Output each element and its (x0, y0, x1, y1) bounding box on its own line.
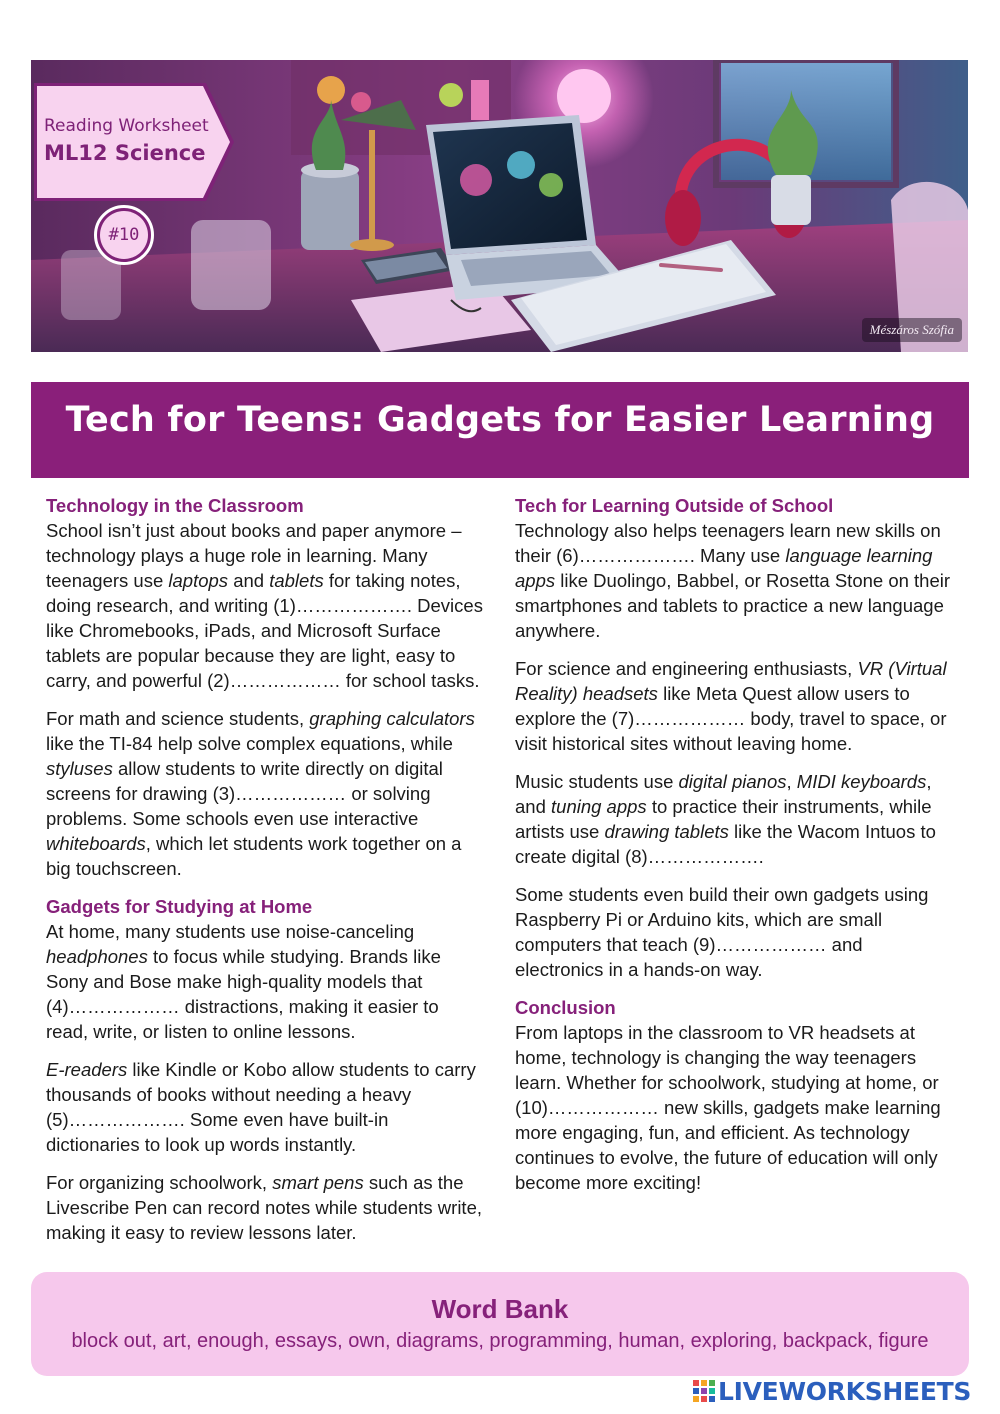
text: From laptops in the classroom to VR headsets at home, technology is changing the way teenagers learn. Whether for schoolwork, studying at home, or (10)……………… new skills, gadgets make learning more engaging, fun, and efficient. As technology continues to evolve, the future of education will only become more exciting! (515, 1022, 941, 1193)
hero-image (31, 60, 968, 352)
worksheet-number: #10 (100, 211, 148, 259)
liveworksheets-logo-icon (693, 1380, 715, 1402)
page-title: Tech for Teens: Gadgets for Easier Learning (65, 400, 935, 440)
text: For science and engineering enthusiasts, (515, 658, 858, 679)
text: such as the Livescribe Pen can record notes while students write, making it easy to review lessons later. (46, 1172, 482, 1243)
emphasis: styluses (46, 758, 113, 779)
word-bank-words: block out, art, enough, essays, own, diagrams, programming, human, exploring, backpack, figure (71, 1330, 929, 1352)
text: Music students use (515, 771, 679, 792)
badge-course: ML12 Science (44, 141, 206, 165)
emphasis: digital pianos (678, 771, 787, 792)
text: to focus while studying. Brands like Sony and Bose make high-quality models that (4)……………… distractions, making it easier to read, write, or listen to online lessons. (46, 946, 441, 1042)
section-heading-home: Gadgets for Studying at Home (46, 896, 313, 917)
section-heading-conclusion: Conclusion (515, 997, 616, 1018)
paragraph-classroom-1 (46, 518, 486, 693)
liveworksheets-logo[interactable] (693, 1377, 993, 1407)
emphasis: language learning apps (515, 545, 933, 591)
paragraph-home-1 (46, 919, 486, 1044)
text: For math and science students, (46, 708, 310, 729)
photo-credit: Mészáros Szófia (862, 318, 962, 342)
emphasis: whiteboards (46, 833, 146, 854)
text: for taking notes, doing research, and writing (1)………………. Devices like Chromebooks, iPads, and Microsoft Surface tablets are popular because they are light, easy to carry, and powerful (2)……………… for school tasks. (46, 570, 483, 691)
word-bank (31, 1272, 969, 1376)
worksheet-number-circle (94, 205, 154, 265)
worksheet-badge (34, 83, 234, 245)
left-column (46, 493, 486, 1258)
paragraph-classroom-2 (46, 706, 486, 881)
section-heading-outside-school: Tech for Learning Outside of School (515, 495, 834, 516)
text: Some students even build their own gadgets using Raspberry Pi or Arduino kits, which are small computers that teach (9)……………… and electronics in a hands-on way. (515, 884, 929, 980)
emphasis: drawing tablets (604, 821, 729, 842)
text: allow students to write directly on digital screens for drawing (3)……………… or solving problems. Some schools even use interactive (46, 758, 443, 829)
emphasis: tuning apps (551, 796, 647, 817)
title-banner (31, 382, 969, 478)
emphasis: E-readers (46, 1059, 128, 1080)
paragraph-outside-4 (515, 882, 955, 982)
text: , which let students work together on a big touchscreen. (46, 833, 462, 879)
text: School isn’t just about books and paper anymore – technology plays a huge role in learning. Many teenagers use (46, 520, 462, 591)
paragraph-conclusion (515, 1020, 955, 1195)
paragraph-outside-1 (515, 518, 955, 643)
emphasis: VR (Virtual Reality) headsets (515, 658, 947, 704)
emphasis: smart pens (272, 1172, 364, 1193)
badge-subtitle: Reading Worksheet (44, 116, 209, 136)
paragraph-home-2 (46, 1057, 486, 1157)
word-bank-title: Word Bank (431, 1294, 569, 1324)
paragraph-outside-2 (515, 656, 955, 756)
text: like Duolingo, Babbel, or Rosetta Stone on their smartphones and tablets to practice a new language anywhere. (515, 570, 951, 641)
right-column (515, 493, 955, 1208)
text: Technology also helps teenagers learn new skills on their (6)………………. Many use (515, 520, 941, 566)
emphasis: headphones (46, 946, 148, 967)
text: like the TI-84 help solve complex equations, while (46, 733, 453, 754)
text: For organizing schoolwork, (46, 1172, 273, 1193)
text: like the Wacom Intuos to create digital (8)………………. (515, 821, 936, 867)
text: and (228, 570, 270, 591)
paragraph-outside-3 (515, 769, 955, 869)
emphasis: MIDI keyboards (796, 771, 927, 792)
text: At home, many students use noise-canceling (46, 921, 415, 942)
text: , (786, 771, 797, 792)
emphasis: laptops (168, 570, 229, 591)
text: to practice their instruments, while artists use (515, 796, 932, 842)
section-heading-classroom: Technology in the Classroom (46, 495, 304, 516)
paragraph-home-3 (46, 1170, 486, 1245)
text: like Kindle or Kobo allow students to carry thousands of books without needing a heavy (5)………………. Some even have built-in dictionaries to look up words instantly. (46, 1059, 476, 1155)
emphasis: graphing calculators (309, 708, 475, 729)
text: , and (515, 771, 932, 817)
liveworksheets-logo-text: LIVEWORKSHEETS (718, 1377, 972, 1406)
emphasis: tablets (269, 570, 324, 591)
text: like Meta Quest allow users to explore the (7)……………… body, travel to space, or visit historical sites without leaving home. (515, 683, 947, 754)
